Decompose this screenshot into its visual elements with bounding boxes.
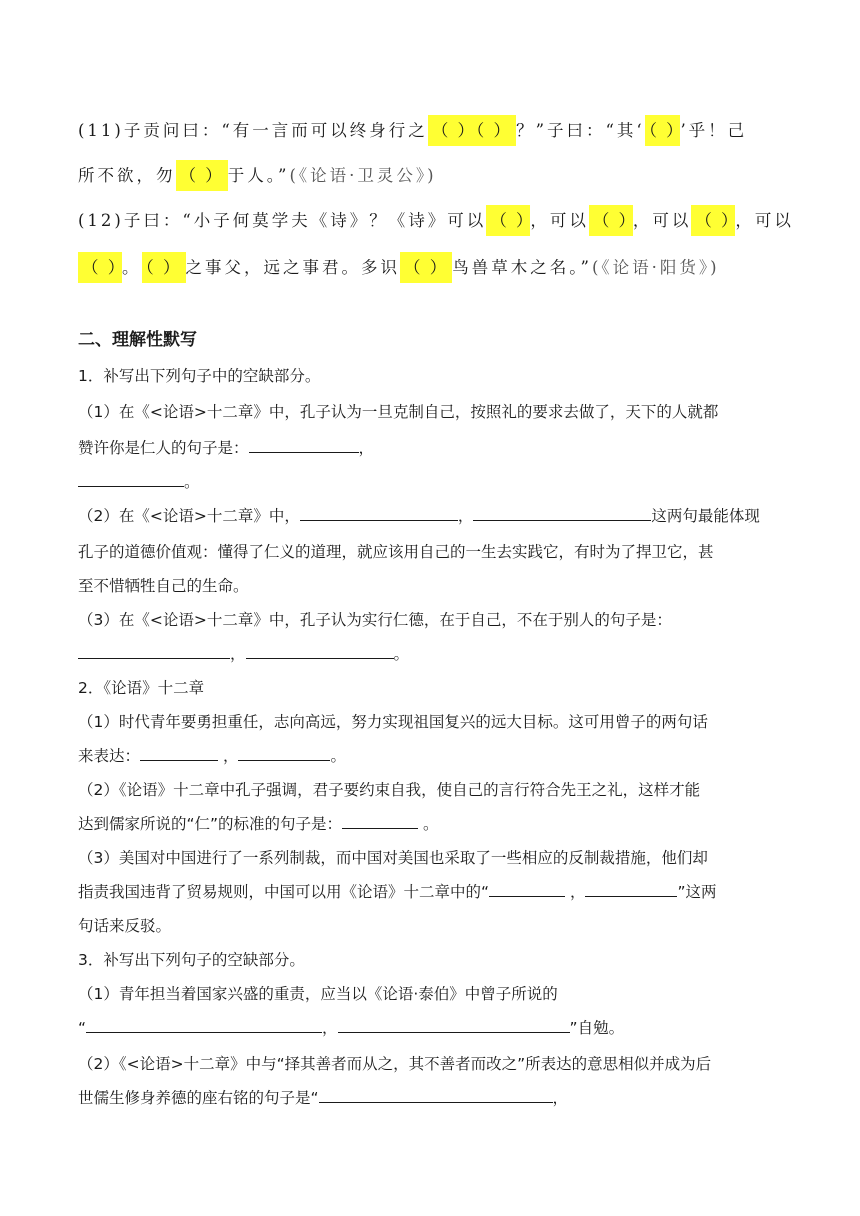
q3-2-line-1: （2）《<论语>十二章》中与“择其善者而从之，其不善者而改之”所表达的意思相似并成为后 [78,1055,712,1073]
q2-3-line-3: 句话来反驳。 [78,917,172,935]
source-citation: (《论语·阳货》) [591,258,720,277]
item-12-line-1: (12)子曰：“小子何莫学夫《诗》？《诗》可以 （ ） ，可以 （ ） ，可以 （ ） ，可以 [78,207,782,231]
q2-1-line-2: 来表达： ， 。 [78,747,346,765]
highlight-blank: （ ） [645,115,681,146]
highlight-blank: （ ） [176,160,228,191]
q2-3-line-1: （3）美国对中国进行了一系列制裁，而中国对美国也采取了一些相应的反制裁措施，他们却 [78,849,708,867]
highlight-blank: （ ） [142,252,186,283]
question-3-title: 3．补写出下列句子的空缺部分。 [78,951,305,969]
answer-blank[interactable] [249,438,359,453]
answer-blank[interactable] [246,644,394,659]
q3-2-line-2: 世儒生修身养德的座右铭的句子是“ ， [78,1089,569,1107]
answer-blank[interactable] [342,814,418,829]
answer-blank[interactable] [78,644,230,659]
section-heading: 二、理解性默写 [78,330,197,350]
item-11-line-1: (11)子贡问曰：“有一言而可以终身行之 （ ）（ ） ？”子曰：“其‘ （ ） ’乎！己 [78,117,782,141]
answer-blank[interactable] [319,1088,553,1103]
answer-blank[interactable] [238,746,330,761]
q1-1-line-2: 赞许你是仁人的句子是： ， [78,439,375,457]
answer-blank[interactable] [78,472,184,487]
answer-blank[interactable] [86,1018,322,1033]
question-1-title: 1．补写出下列句子中的空缺部分。 [78,367,321,385]
question-2-title: 2．《论语》十二章 [78,679,205,697]
q1-2-line-2: 孔子的道德价值观：懂得了仁义的道理，就应该用自己的一生去实践它，有时为了捍卫它，甚 [78,543,714,561]
answer-blank[interactable] [140,746,218,761]
q2-1-line-1: （1）时代青年要勇担重任，志向高远，努力实现祖国复兴的远大目标。这可用曾子的两句话 [78,713,708,731]
q1-2-line-1: （2）在《<论语>十二章》中， ， 这两句最能体现 [78,507,760,525]
answer-blank[interactable] [473,506,651,521]
q1-1-line-3: 。 [78,470,782,492]
q2-2-line-2: 达到儒家所说的“仁”的标准的句子是： 。 [78,815,439,833]
highlight-blank: （ ） [78,252,122,283]
answer-blank[interactable] [300,506,458,521]
q2-2-line-1: （2）《论语》十二章中孔子强调，君子要约束自我，使自己的言行符合先王之礼，这样才能 [78,781,701,799]
highlight-blank: （ ） [691,205,735,236]
answer-blank[interactable] [489,882,565,897]
q2-3-line-2: 指责我国违背了贸易规则，中国可以用《论语》十二章中的“ ， ”这两 [78,883,717,901]
highlight-blank: （ ） [589,205,633,236]
q3-1-line-2: “ ， ”自勉。 [78,1019,625,1037]
answer-blank[interactable] [585,882,677,897]
highlight-blank: （ ） [400,252,452,283]
highlight-blank: （ ）（ ） [428,115,516,146]
item-12-line-2: （ ） 。 （ ） 之事父，远之事君。多识 （ ） 鸟兽草木之名。”(《论语·阳货》) [78,254,782,278]
q1-3-line-2: ， 。 [78,642,782,664]
q1-2-line-3: 至不惜牺牲自己的生命。 [78,577,249,595]
source-citation: (《论语·卫灵公》) [289,166,437,185]
q3-1-line-1: （1）青年担当着国家兴盛的重责，应当以《论语·泰伯》中曾子所说的 [78,985,558,1003]
item-11-line-2: 所不欲，勿 （ ） 于人。”(《论语·卫灵公》) [78,162,782,186]
answer-blank[interactable] [338,1018,570,1033]
q1-3-line-1: （3）在《<论语>十二章》中，孔子认为实行仁德，在于自己，不在于别人的句子是： [78,611,672,629]
highlight-blank: （ ） [486,205,530,236]
q1-1-line-1: （1）在《<论语>十二章》中，孔子认为一旦克制自己，按照礼的要求去做了，天下的人就都 [78,403,719,421]
